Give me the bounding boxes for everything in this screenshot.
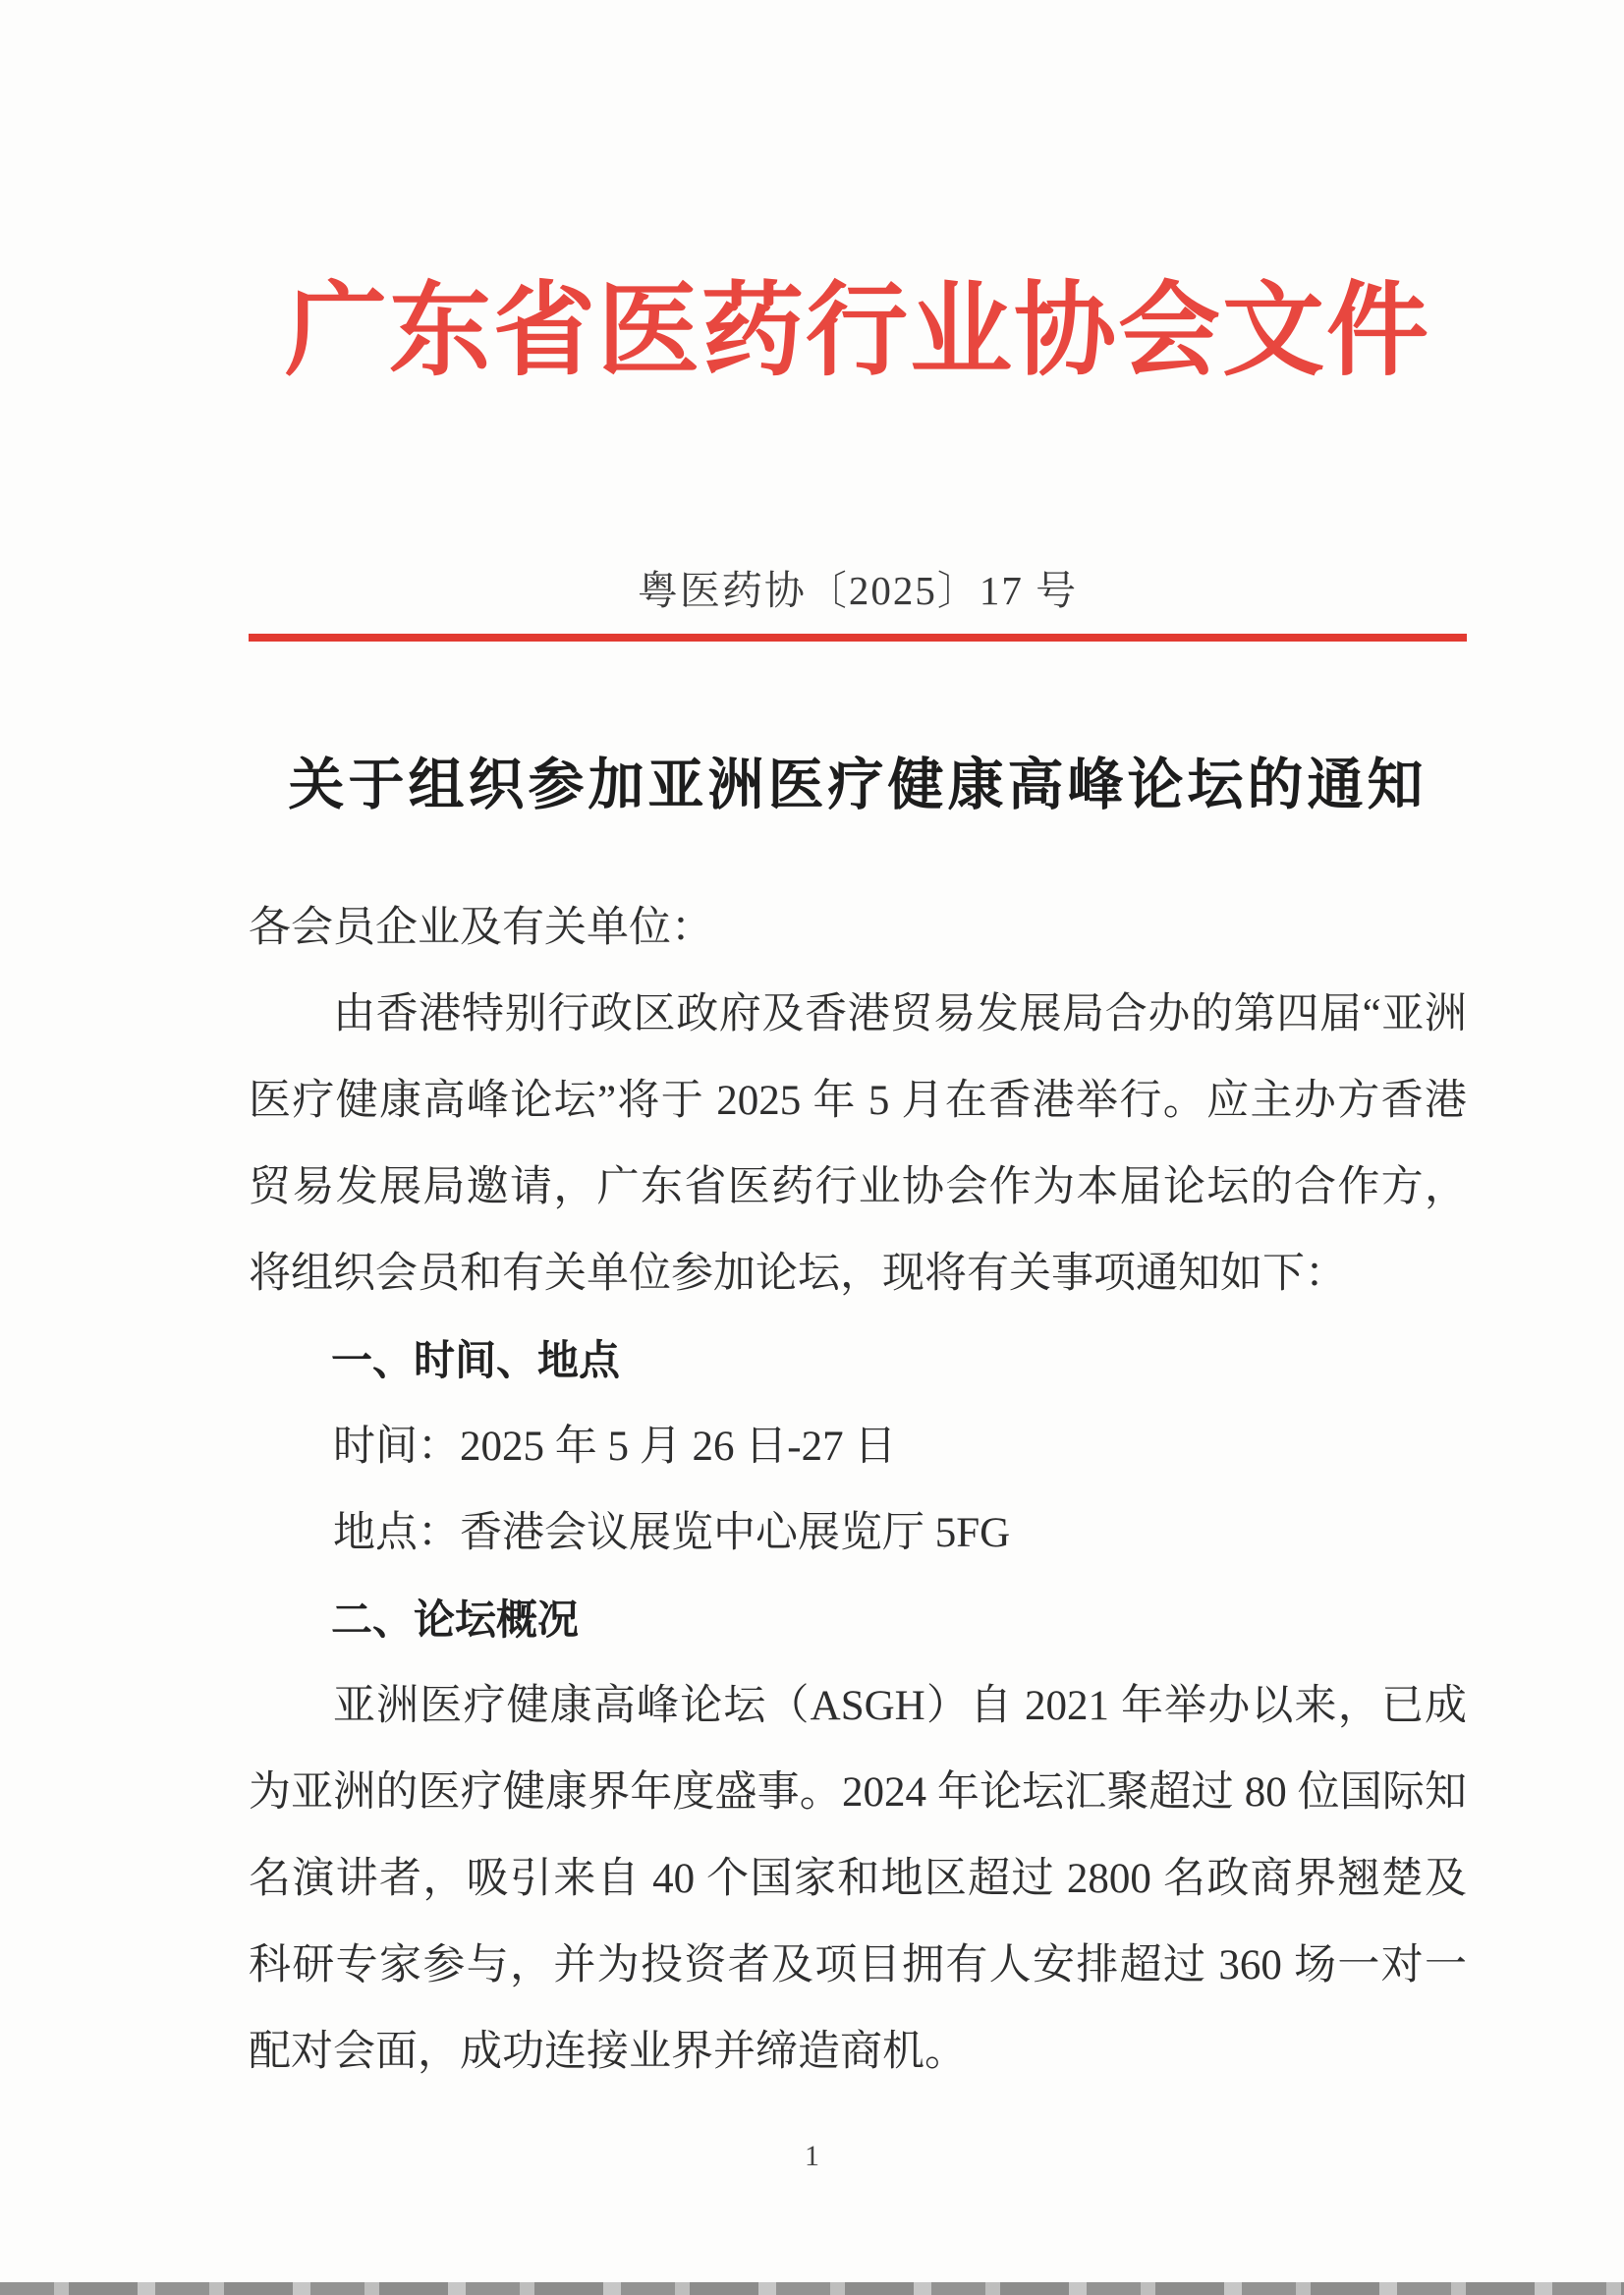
section-2-paragraph: 亚洲医疗健康高峰论坛（ASGH）自 2021 年举办以来，已成为亚洲的医疗健康界年度盛事。2024 年论坛汇聚超过 80 位国际知名演讲者，吸引来自 40 个国家和地区超过 2800 名政商界翘楚及科研专家参与，并为投资者及项目拥有人安排超过 360 场一对一配对会面，成功连接业界并缔造商机。 xyxy=(249,1683,1467,2076)
notice-subject-title: 关于组织参加亚洲医疗健康高峰论坛的通知 xyxy=(288,755,1428,817)
intro-paragraph: 由香港特别行政区政府及香港贸易发展局合办的第四届“亚洲医疗健康高峰论坛”将于 2025 年 5 月在香港举行。应主办方香港贸易发展局邀请，广东省医药行业协会作为本届论坛的合作方，将组织会员和有关单位参加论坛，现将有关事项通知如下： xyxy=(249,991,1467,1298)
organization-letterhead-title: 广东省医药行业协会文件 xyxy=(284,275,1430,388)
document-content-area xyxy=(249,0,1467,2096)
scan-bottom-edge-artifact xyxy=(0,2282,1624,2295)
section-1-heading: 一、时间、地点 xyxy=(331,1336,621,1385)
section-1-venue-line: 地点：香港会议展览中心展览厅 5FG xyxy=(333,1510,1011,1557)
page-number: 1 xyxy=(805,2140,819,2172)
section-2-heading: 二、论坛概况 xyxy=(331,1595,580,1645)
section-1-time-line: 时间：2025 年 5 月 26 日-27 日 xyxy=(333,1424,897,1471)
red-divider-line xyxy=(249,634,1467,642)
document-body xyxy=(249,885,1467,2096)
salutation-line: 各会员企业及有关单位： xyxy=(249,905,713,952)
document-reference-number: 粤医药协〔2025〕17 号 xyxy=(637,568,1079,614)
